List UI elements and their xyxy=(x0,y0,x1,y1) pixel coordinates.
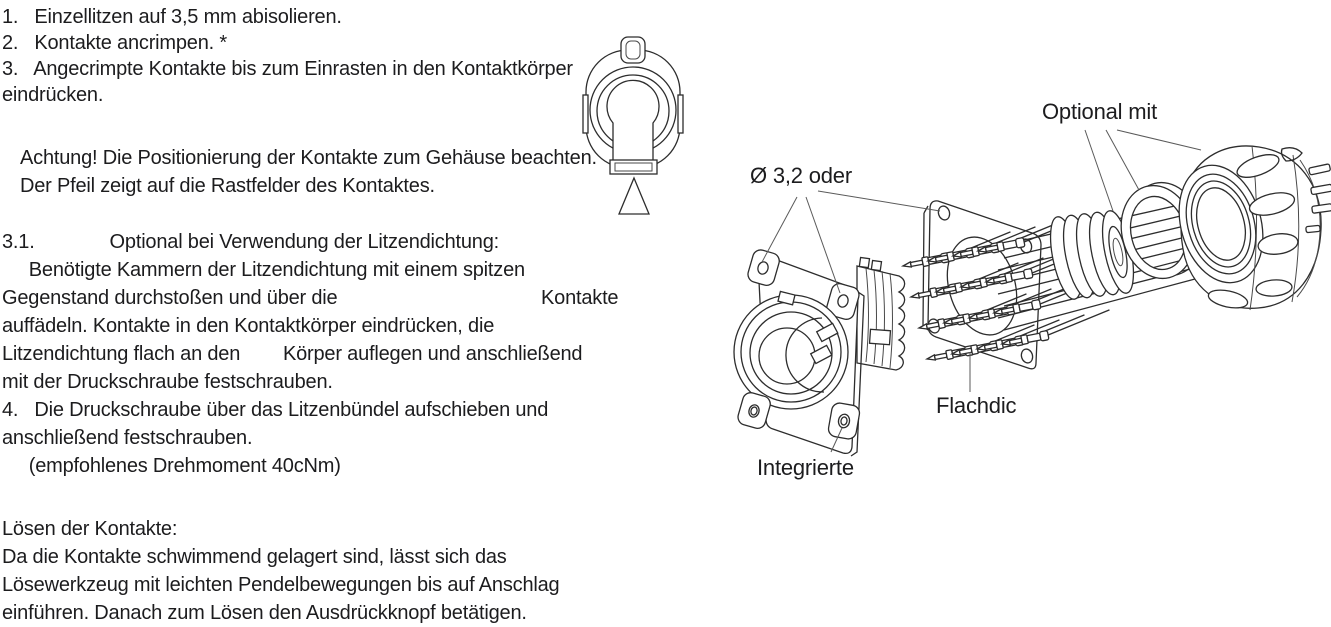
arrow-up-icon xyxy=(619,178,649,214)
text-line: Gegenstand durchstoßen und über die Kontakte xyxy=(2,287,619,309)
text-line: 1. Einzellitzen auf 3,5 mm abisolieren. xyxy=(2,6,342,28)
label-optional-parts: Optional mit xyxy=(1042,99,1157,124)
label-integrated: Integrierte xyxy=(757,455,854,480)
text-line: einführen. Danach zum Lösen den Ausdrückknopf betätigen. xyxy=(2,602,527,624)
label-flat-gasket: Flachdic xyxy=(936,393,1017,418)
text-line: auffädeln. Kontakte in den Kontaktkörper eindrücken, die xyxy=(2,315,495,337)
text-line: Achtung! Die Positionierung der Kontakte zum Gehäuse beachten. xyxy=(20,147,597,169)
text-line: 3.1. Optional bei Verwendung der Litzendichtung: xyxy=(2,231,500,253)
text-line: 4. Die Druckschraube über das Litzenbündel aufschieben und xyxy=(2,399,549,421)
text-line: (empfohlenes Drehmoment 40cNm) xyxy=(2,455,341,477)
text-line: 2. Kontakte ancrimpen. * xyxy=(2,32,227,54)
contact-carrier-body xyxy=(857,257,905,370)
text-line: Litzendichtung flach an den Körper auflegen und anschließend xyxy=(2,343,583,365)
label-hole-diameter: Ø 3,2 oder xyxy=(750,163,852,188)
text-line: Da die Kontakte schwimmend gelagert sind, lässt sich das xyxy=(2,546,507,568)
text-line: Lösewerkzeug mit leichten Pendelbewegungen bis auf Anschlag xyxy=(2,574,560,596)
contact-orientation-symbol xyxy=(583,37,683,214)
text-line: Der Pfeil zeigt auf die Rastfelder des Kontaktes. xyxy=(20,175,435,197)
text-line: mit der Druckschraube festschrauben. xyxy=(2,371,333,393)
pressure-screw-cap xyxy=(1166,146,1321,311)
text-line: eindrücken. xyxy=(2,84,104,106)
text-line: Lösen der Kontakte: xyxy=(2,518,178,540)
text-line: anschließend festschrauben. xyxy=(2,427,253,449)
text-line: 3. Angecrimpte Kontakte bis zum Einrasten in den Kontaktkörper xyxy=(2,58,573,80)
text-line: Benötigte Kammern der Litzendichtung mit einem spitzen xyxy=(2,259,525,281)
